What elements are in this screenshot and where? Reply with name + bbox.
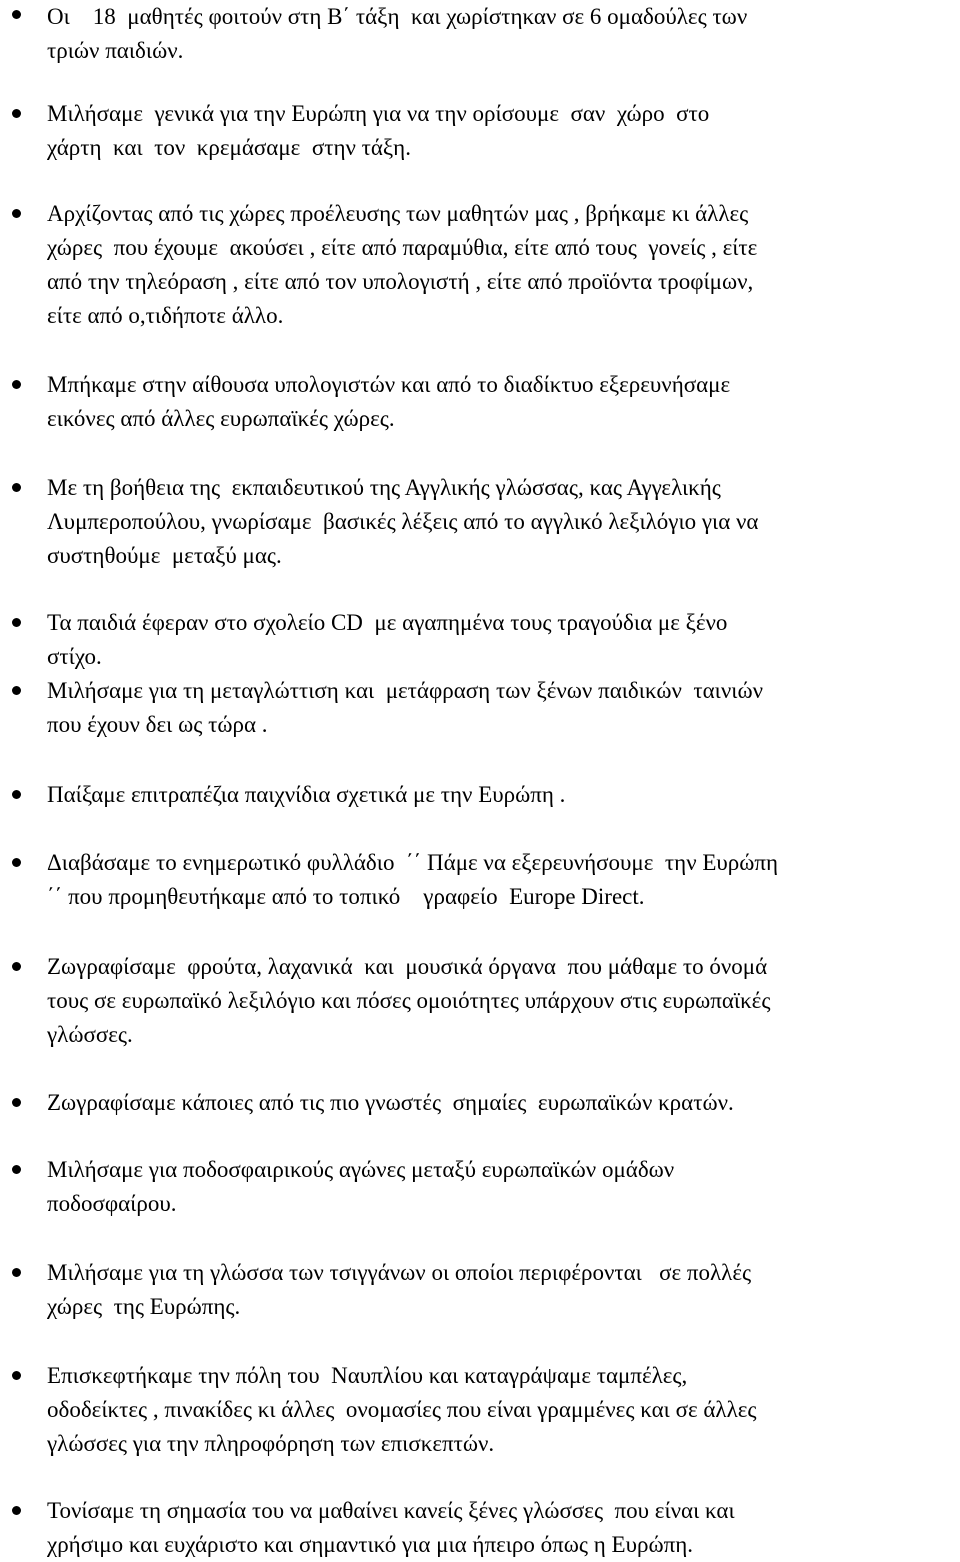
bullet-icon: [12, 858, 21, 867]
text-line: χώρες της Ευρώπης.: [47, 1294, 241, 1319]
bullet-icon: [12, 380, 21, 389]
text-line: Οι 18 μαθητές φοιτούν στη Β΄ τάξη και χωρίστηκαν σε 6 ομαδούλες των: [47, 4, 748, 29]
text-line: Μιλήσαμε γενικά για την Ευρώπη για να την ορίσουμε σαν χώρο στο: [47, 101, 710, 126]
bullet-icon: [12, 209, 21, 218]
list-item-text: [47, 950, 957, 1052]
bullet-icon: [12, 1506, 21, 1515]
list-item-text: [47, 471, 957, 573]
text-line: Τα παιδιά έφεραν στο σχολείο CD με αγαπημένα τους τραγούδια με ξένο: [47, 610, 728, 635]
text-line: συστηθούμε μεταξύ μας.: [47, 543, 282, 568]
list-item-text: [47, 778, 957, 812]
list-item-text: [47, 1153, 957, 1221]
list-item-text: [47, 1359, 957, 1461]
text-line: είτε από ο,τιδήποτε άλλο.: [47, 303, 284, 328]
text-line: Επισκεφτήκαμε την πόλη του Ναυπλίου και καταγράψαμε ταμπέλες,: [47, 1363, 688, 1388]
text-line: εικόνες από άλλες ευρωπαϊκές χώρες.: [47, 406, 395, 431]
bullet-icon: [12, 962, 21, 971]
text-line: χρήσιμο και ευχάριστο και σημαντικό για μια ήπειρο όπως η Ευρώπη.: [47, 1532, 693, 1557]
text-line: Μιλήσαμε για τη γλώσσα των τσιγγάνων οι οποίοι περιφέρονται σε πολλές: [47, 1260, 752, 1285]
text-line: χάρτη και τον κρεμάσαμε στην τάξη.: [47, 135, 411, 160]
text-line: Παίξαμε επιτραπέζια παιχνίδια σχετικά με την Ευρώπη .: [47, 782, 566, 807]
text-line: γλώσσες για την πληροφόρηση των επισκεπτών.: [47, 1431, 495, 1456]
text-line: Αρχίζοντας από τις χώρες προέλευσης των μαθητών μας , βρήκαμε κι άλλες: [47, 201, 749, 226]
list-item-text: [47, 846, 957, 914]
list-item-text: [47, 197, 957, 333]
list-item-text: [47, 368, 957, 436]
list-item-text: [47, 1256, 957, 1324]
list-item-text: [47, 606, 957, 674]
bullet-icon: [12, 618, 21, 627]
text-line: οδοδείκτες , πινακίδες κι άλλες ονομασίες που είναι γραμμένες και σε άλλες: [47, 1397, 757, 1422]
list-item-text: [47, 1494, 957, 1562]
bullet-icon: [12, 1098, 21, 1107]
text-line: ποδοσφαίρου.: [47, 1191, 177, 1216]
text-line: Διαβάσαμε το ενημερωτικό φυλλάδιο ΄΄ Πάμε να εξερευνήσουμε την Ευρώπη: [47, 850, 779, 875]
text-line: Ζωγραφίσαμε φρούτα, λαχανικά και μουσικά όργανα που μάθαμε το όνομά: [47, 954, 768, 979]
text-line: γλώσσες.: [47, 1022, 133, 1047]
bullet-icon: [12, 483, 21, 492]
text-line: Τονίσαμε τη σημασία του να μαθαίνει κανείς ξένες γλώσσες που είναι και: [47, 1498, 735, 1523]
bullet-icon: [12, 109, 21, 118]
text-line: Μπήκαμε στην αίθουσα υπολογιστών και από το διαδίκτυο εξερευνήσαμε: [47, 372, 731, 397]
text-line: ΄΄ που προμηθευτήκαμε από το τοπικό γραφείο Europe Direct.: [47, 884, 645, 909]
text-line: χώρες που έχουμε ακούσει , είτε από παραμύθια, είτε από τους γονείς , είτε: [47, 235, 758, 260]
text-line: Μιλήσαμε για τη μεταγλώττιση και μετάφραση των ξένων παιδικών ταινιών: [47, 678, 763, 703]
list-item-text: [47, 674, 957, 742]
bullet-icon: [12, 686, 21, 695]
text-line: Λυμπεροπούλου, γνωρίσαμε βασικές λέξεις από το αγγλικό λεξιλόγιο για να: [47, 509, 759, 534]
text-line: Μιλήσαμε για ποδοσφαιρικούς αγώνες μεταξύ ευρωπαϊκών ομάδων: [47, 1157, 675, 1182]
text-line: τριών παιδιών.: [47, 38, 184, 63]
text-line: Ζωγραφίσαμε κάποιες από τις πιο γνωστές σημαίες ευρωπαϊκών κρατών.: [47, 1090, 734, 1115]
bullet-icon: [12, 790, 21, 799]
bullet-icon: [12, 10, 21, 19]
bullet-icon: [12, 1371, 21, 1380]
text-line: που έχουν δει ως τώρα .: [47, 712, 268, 737]
bullet-icon: [12, 1268, 21, 1277]
list-item-text: [47, 0, 957, 68]
bullet-icon: [12, 1165, 21, 1174]
text-line: στίχο.: [47, 644, 102, 669]
text-line: από την τηλεόραση , είτε από τον υπολογιστή , είτε από προϊόντα τροφίμων,: [47, 269, 754, 294]
text-line: τους σε ευρωπαϊκό λεξιλόγιο και πόσες ομοιότητες υπάρχουν στις ευρωπαϊκές: [47, 988, 771, 1013]
list-item-text: [47, 1086, 957, 1120]
list-item-text: [47, 97, 957, 165]
text-line: Με τη βοήθεια της εκπαιδευτικού της Αγγλικής γλώσσας, κας Αγγελικής: [47, 475, 721, 500]
